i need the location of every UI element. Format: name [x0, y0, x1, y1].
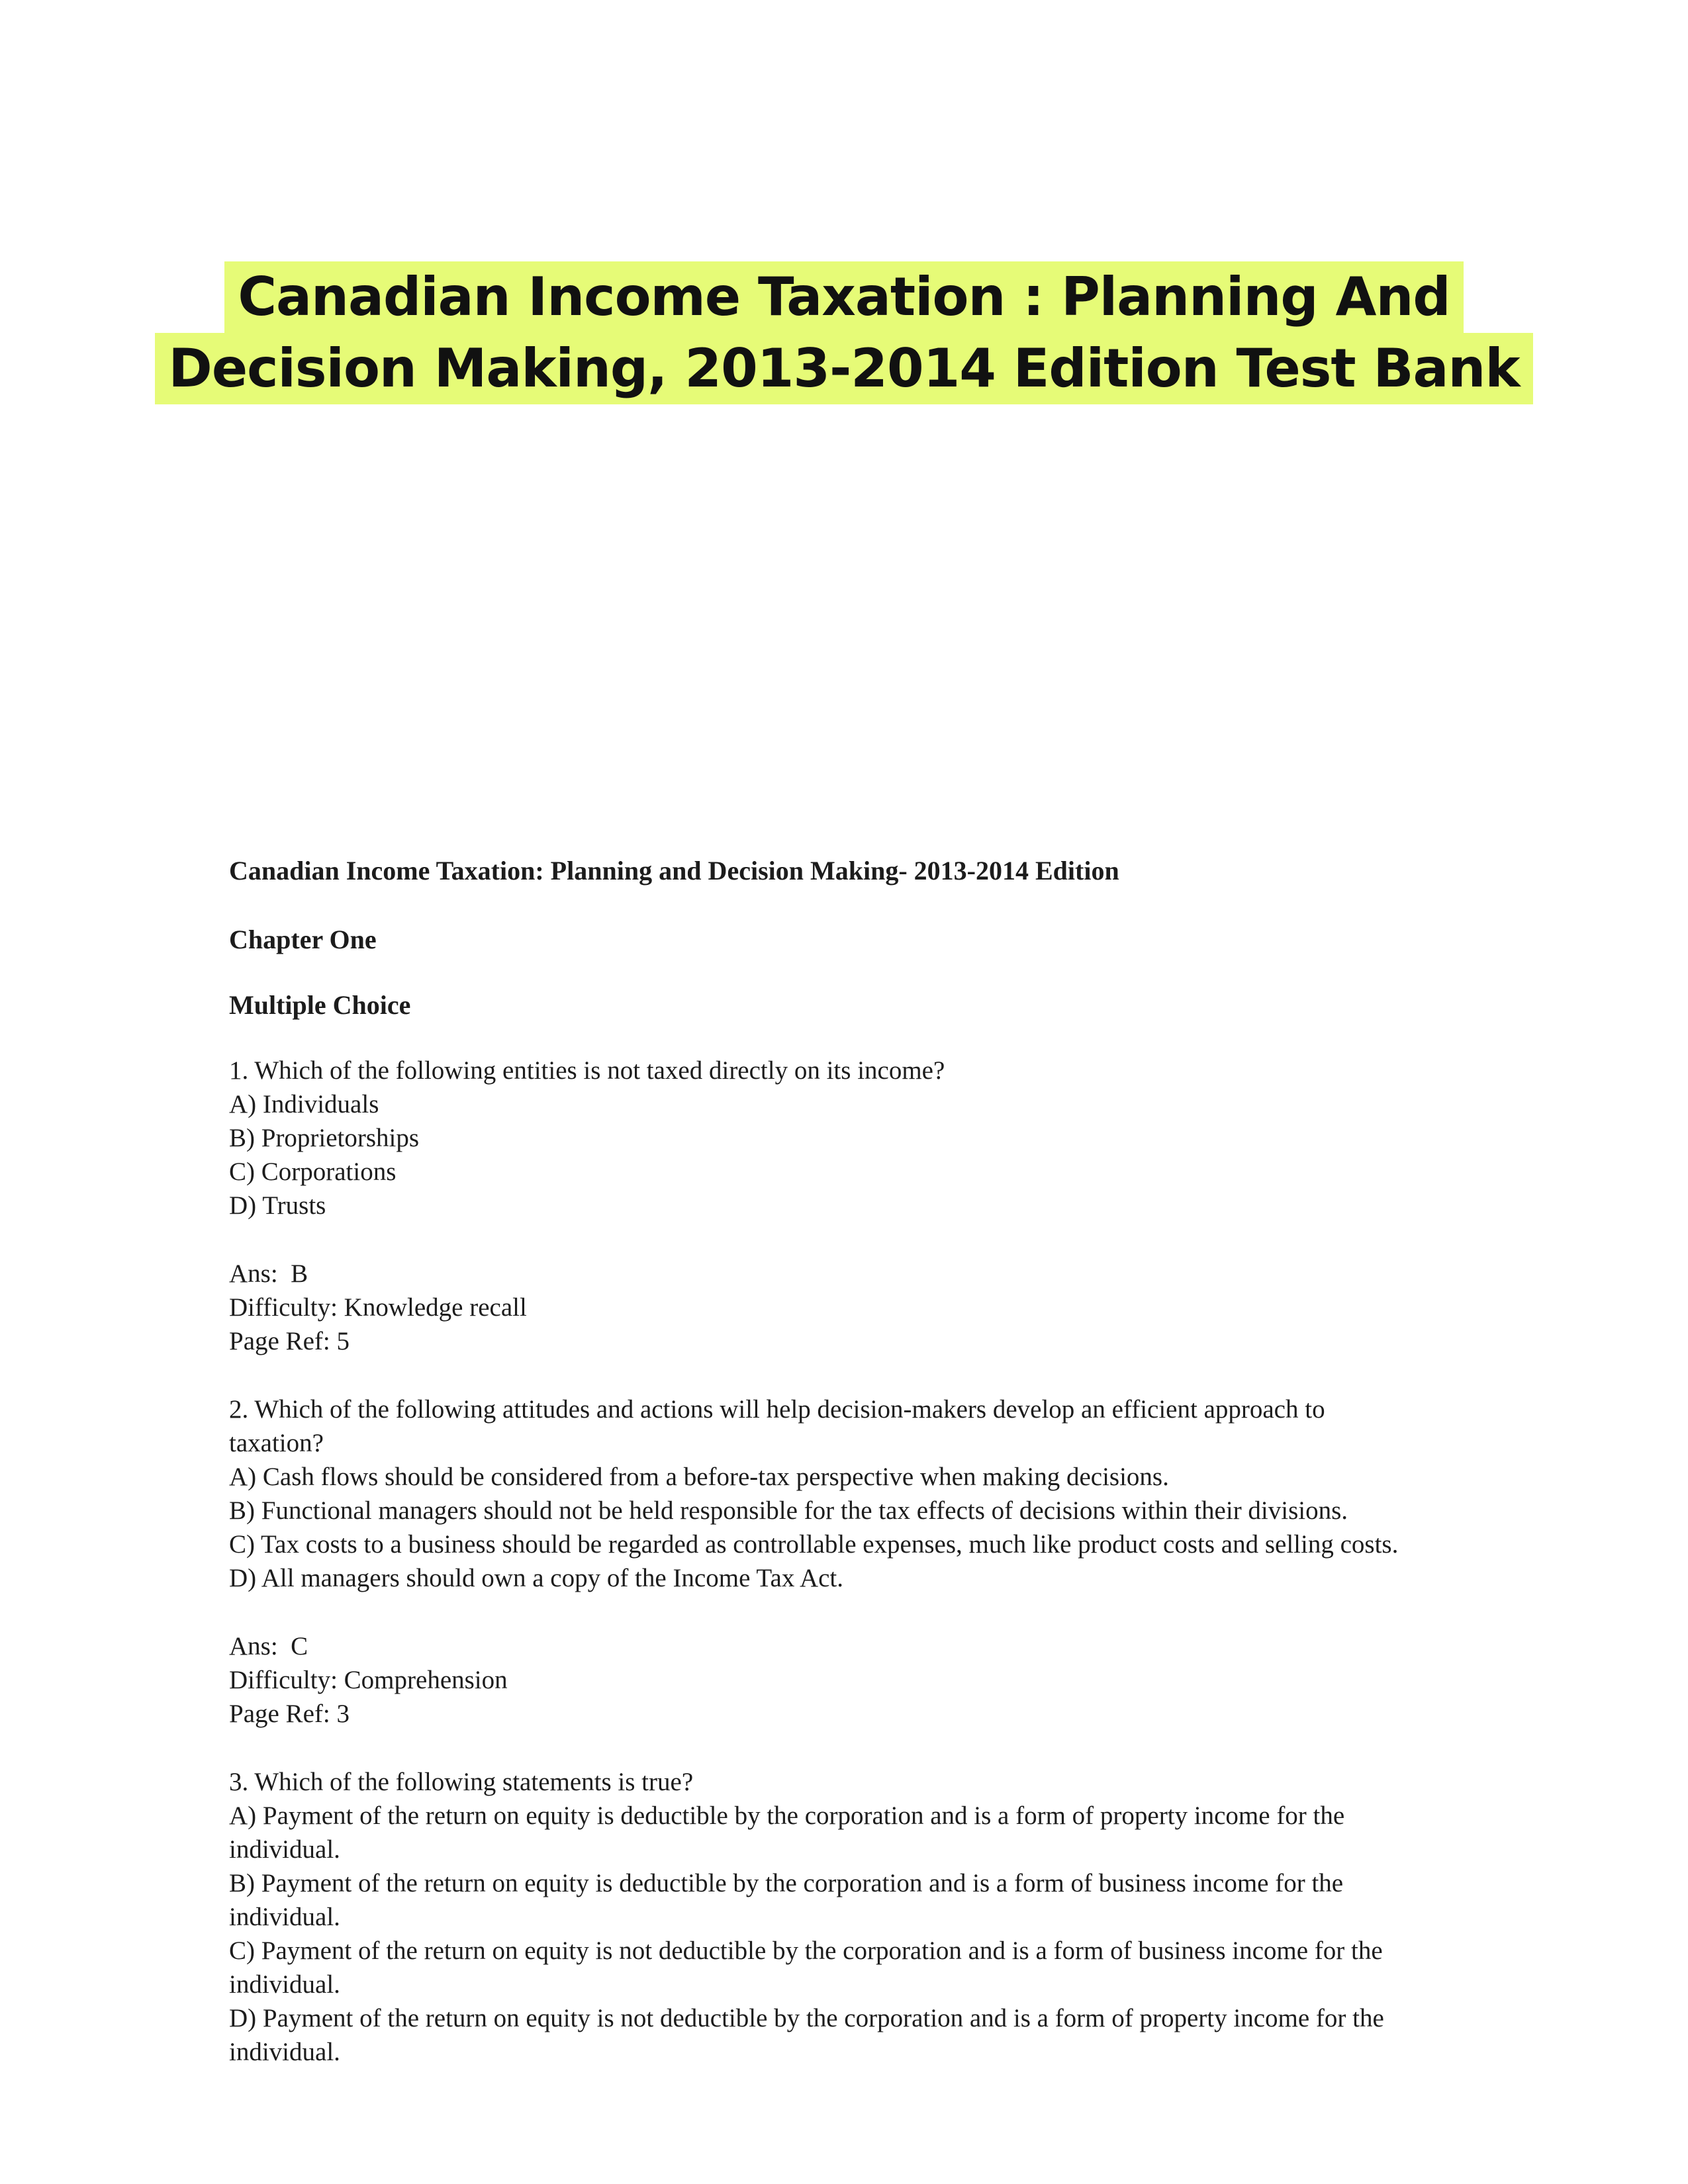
option-a: A) Individuals	[229, 1090, 379, 1118]
option-d: D) Payment of the return on equity is not deductible by the corporation and is a form of property income for the individual.	[229, 2004, 1391, 2066]
question-text: 1. Which of the following entities is not taxed directly on its income?	[229, 1056, 945, 1085]
option-c: C) Tax costs to a business should be regarded as controllable expenses, much like product costs and selling costs.	[229, 1530, 1399, 1559]
chapter-heading: Chapter One	[229, 925, 377, 954]
section-heading: Multiple Choice	[229, 990, 411, 1020]
question-2-meta	[229, 1629, 1407, 1731]
question-2	[229, 1392, 1407, 1595]
question-text: 2. Which of the following attitudes and actions will help decision-makers develop an efficient approach to taxation?	[229, 1395, 1332, 1457]
option-b: B) Functional managers should not be held responsible for the tax effects of decisions within their divisions.	[229, 1496, 1348, 1525]
question-1-meta	[229, 1257, 1407, 1358]
option-c: C) Payment of the return on equity is not deductible by the corporation and is a form of business income for the individual.	[229, 1936, 1389, 1999]
question-3	[229, 1765, 1407, 2069]
answer: Ans: B	[229, 1259, 308, 1288]
difficulty: Difficulty: Knowledge recall	[229, 1293, 527, 1322]
banner-title-line-1: Canadian Income Taxation : Planning And	[224, 261, 1463, 333]
document-title: Canadian Income Taxation: Planning and Decision Making- 2013-2014 Edition	[229, 856, 1119, 886]
document-page	[229, 854, 1407, 2103]
page-ref: Page Ref: 5	[229, 1327, 350, 1355]
option-d: D) All managers should own a copy of the Income Tax Act.	[229, 1564, 844, 1592]
option-b: B) Payment of the return on equity is deductible by the corporation and is a form of business income for the individual.	[229, 1869, 1350, 1931]
option-b: B) Proprietorships	[229, 1124, 420, 1152]
option-a: A) Cash flows should be considered from a before-tax perspective when making decisions.	[229, 1463, 1169, 1491]
title-banner	[0, 261, 1688, 404]
option-a: A) Payment of the return on equity is deductible by the corporation and is a form of property income for the individual.	[229, 1801, 1351, 1864]
difficulty: Difficulty: Comprehension	[229, 1666, 508, 1694]
option-d: D) Trusts	[229, 1191, 326, 1220]
question-1	[229, 1054, 1407, 1222]
option-c: C) Corporations	[229, 1158, 397, 1186]
banner-title-line-2: Decision Making, 2013-2014 Edition Test Bank	[155, 333, 1532, 404]
answer: Ans: C	[229, 1632, 308, 1661]
question-text: 3. Which of the following statements is true?	[229, 1768, 694, 1796]
page-ref: Page Ref: 3	[229, 1700, 350, 1728]
